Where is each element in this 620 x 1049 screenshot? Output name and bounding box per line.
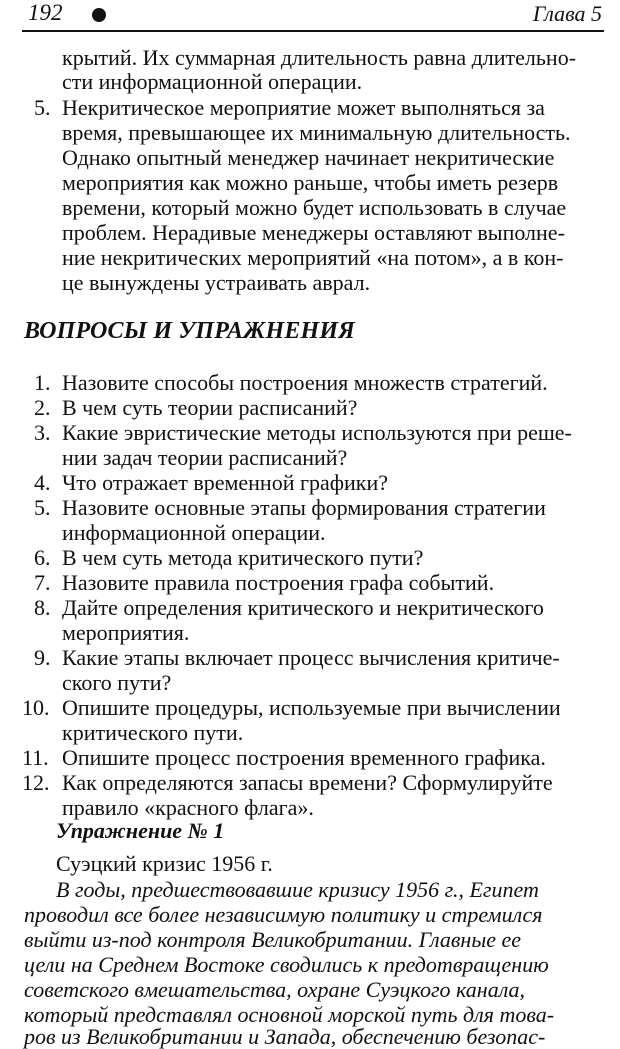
list-number: 10. — [22, 695, 50, 720]
list-item: Какие эвристические методы используются при реше- — [62, 420, 572, 445]
list-item: информационной операции. — [62, 520, 326, 545]
text-line: В годы, предшествовавшие кризису 1956 г., Египет — [56, 877, 539, 902]
list-item: критического пути. — [62, 720, 244, 745]
list-number: 11. — [22, 745, 49, 770]
list-number: 5. — [34, 95, 51, 120]
list-item: Какие этапы включает процесс вычисления критиче- — [62, 645, 560, 670]
list-item: Что отражает временной графики? — [62, 470, 389, 495]
list-item: В чем суть метода критического пути? — [62, 545, 424, 570]
list-item: Назовите способы построения множеств стратегий. — [62, 370, 548, 395]
text-line: крытий. Их суммарная длительность равна длительно- — [62, 45, 577, 70]
list-number: 9. — [34, 645, 51, 670]
list-item: Дайте определения критического и некритического — [62, 595, 544, 620]
list-item: правило «красного флага». — [62, 795, 314, 820]
list-number: 2. — [34, 395, 51, 420]
text-line: который представлял основной морской путь для това- — [24, 1002, 555, 1027]
text-line: ние некритических мероприятий «на потом», а в кон- — [62, 245, 564, 270]
list-item: Назовите правила построения графа событий. — [62, 570, 495, 595]
list-number: 12. — [22, 770, 50, 795]
list-item: мероприятия. — [62, 620, 190, 645]
list-number: 4. — [34, 470, 51, 495]
chapter-label: Глава 5 — [532, 1, 602, 26]
list-item: Опишите процесс построения временного графика. — [62, 745, 546, 770]
text-line: выйти из-под контроля Великобритании. Главные ее — [24, 927, 522, 952]
text-line: цели на Среднем Востоке сводились к предотвращению — [24, 952, 549, 977]
text-line: ров из Великобритании и Запада, обеспечению безопас- — [24, 1024, 546, 1049]
text-line: Некритическое мероприятие может выполняться за — [62, 95, 545, 120]
text-line: сти информационной операции. — [62, 69, 363, 94]
list-item: Назовите основные этапы формирования стратегии — [62, 495, 546, 520]
text-line: время, превышающее их минимальную длительность. — [62, 120, 571, 145]
text-line: времени, который можно будет использовать в случае — [62, 195, 567, 220]
text-line: проблем. Нерадивые менеджеры оставляют выполне- — [62, 220, 565, 245]
text-line: це вынуждены устраивать аврал. — [62, 270, 371, 295]
section-title: ВОПРОСЫ И УПРАЖНЕНИЯ — [24, 318, 355, 344]
list-item: ского пути? — [62, 670, 172, 695]
list-number: 8. — [34, 595, 51, 620]
exercise-subtitle: Суэцкий кризис 1956 г. — [56, 851, 273, 876]
exercise-title: Упражнение № 1 — [56, 818, 225, 843]
list-item: нии задач теории расписаний? — [62, 445, 348, 470]
list-number: 7. — [34, 570, 51, 595]
page-number: 192 — [28, 0, 63, 25]
list-item: Опишите процедуры, используемые при вычислении — [62, 695, 561, 720]
list-number: 6. — [34, 545, 51, 570]
list-item: Как определяются запасы времени? Сформулируйте — [62, 770, 553, 795]
list-item: В чем суть теории расписаний? — [62, 395, 358, 420]
header-bullet-icon — [92, 8, 106, 22]
text-line: проводил все более независимую политику и стремился — [24, 902, 543, 927]
list-number: 1. — [34, 370, 51, 395]
text-line: мероприятия как можно раньше, чтобы иметь резерв — [62, 170, 559, 195]
list-number: 3. — [34, 420, 51, 445]
text-line: Однако опытный менеджер начинает некритические — [62, 145, 555, 170]
text-line: советского вмешательства, охране Суэцкого канала, — [24, 977, 526, 1002]
page-header — [22, 0, 604, 32]
list-number: 5. — [34, 495, 51, 520]
